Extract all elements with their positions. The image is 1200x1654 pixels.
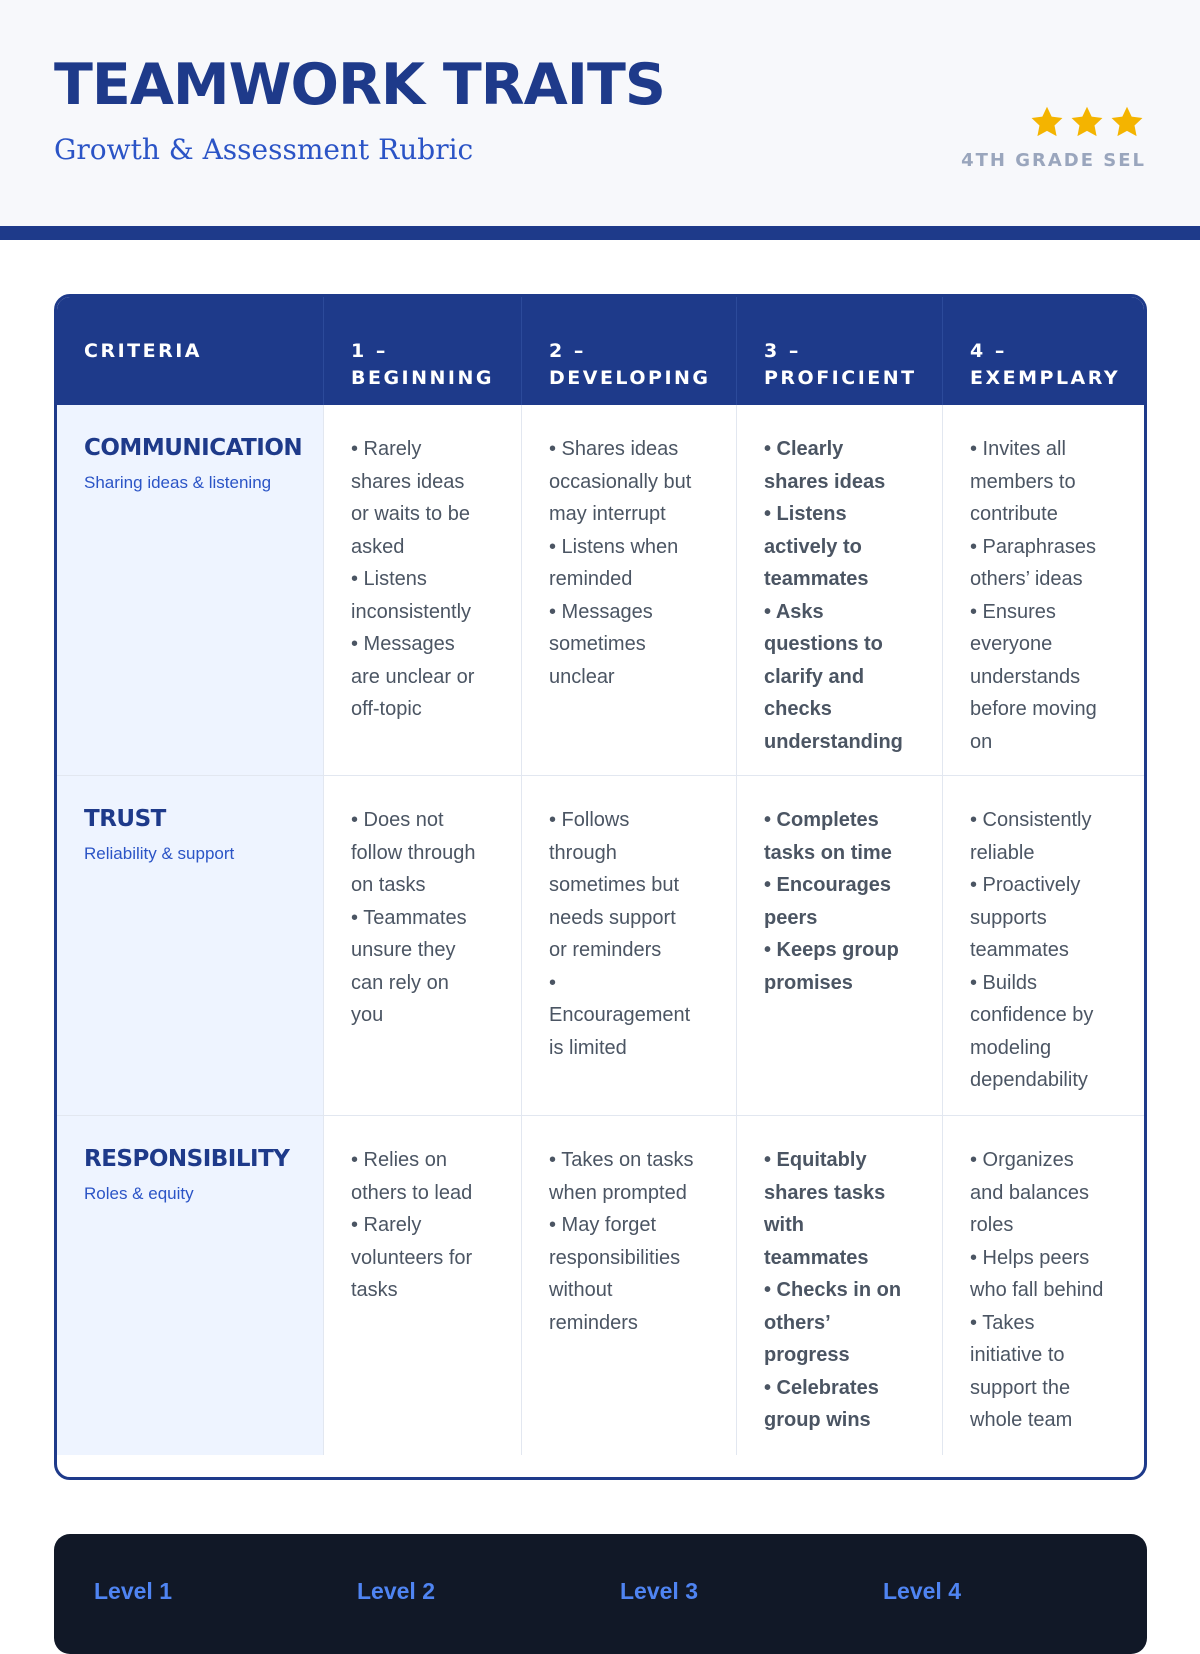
star-icon [1108,104,1146,140]
descriptor-line: clarify and [764,665,865,688]
descriptor-line: • Listens [351,568,427,590]
table-body [57,405,1144,1455]
level-1-label: Level 1 [94,1578,172,1604]
descriptor-line: unsure they [351,939,456,961]
grade-label: 4TH GRADE SEL [961,150,1146,171]
level-3-descriptor [736,405,942,775]
descriptor-line: promises [764,971,853,994]
level-2-label: Level 2 [357,1578,435,1604]
descriptor-line: may interrupt [549,503,666,525]
descriptor-line: others’ [764,1311,831,1334]
criteria-cell [57,776,323,1115]
descriptor-line: or reminders [549,939,662,961]
descriptor-line: • Takes on tasks [549,1149,694,1171]
descriptor-line: or waits to be [351,503,470,525]
descriptor-line: sometimes [549,633,646,655]
descriptor-line: reliable [970,841,1035,864]
star-rating [1028,104,1146,140]
criteria-name: RESPONSIBILITY [84,1146,290,1172]
descriptor-line: • May forget [549,1214,657,1236]
descriptor-line: actively to [764,535,862,558]
descriptor-line: teammates [764,1246,869,1269]
descriptor-line: who fall behind [970,1279,1104,1301]
descriptor-line: supports [970,906,1047,929]
descriptor-line: responsibilities [549,1246,681,1269]
header [0,0,1200,226]
descriptor-line: support the [970,1376,1071,1399]
descriptor-line: you [351,1004,384,1026]
descriptor-line: understanding [764,730,903,753]
descriptor-line: • Keeps group [764,939,899,961]
descriptor-line: shares ideas [764,470,886,493]
header-developing [521,297,736,405]
level-4-descriptor [942,776,1144,1115]
table-row [57,1115,1144,1455]
descriptor-line: • Checks in on [764,1279,902,1301]
level-2-descriptor [521,776,736,1115]
descriptor-line: • Invites all [970,438,1066,460]
criteria-name: COMMUNICATION [84,435,303,461]
header-beginning [323,297,521,405]
level-3-label: Level 3 [620,1578,698,1604]
level-2-descriptor [521,1116,736,1455]
level-3-descriptor [736,1116,942,1455]
descriptor-line: when prompted [549,1181,687,1204]
descriptor-line: is limited [549,1036,627,1059]
descriptor-line: dependability [970,1069,1088,1091]
descriptor-line: • Rarely [351,1214,422,1236]
table-row [57,775,1144,1115]
criteria-description: Roles & equity [84,1184,194,1203]
criteria-description: Reliability & support [84,844,235,863]
descriptor-line: members to [970,470,1076,493]
descriptor-line: and balances [970,1181,1089,1204]
criteria-description: Sharing ideas & listening [84,473,272,492]
header-exemplary-label: 4 – EXEMPLARY [970,340,1121,389]
descriptor-line: • Teammates [351,906,467,929]
descriptor-line: occasionally but [549,470,692,493]
descriptor-line: • Follows [549,809,630,831]
criteria-cell [57,405,323,775]
descriptor-line: • Shares ideas [549,438,679,460]
descriptor-line: needs support [549,906,676,929]
descriptor-line: whole team [970,1409,1073,1431]
descriptor-line: on tasks [351,874,426,896]
descriptor-line: before moving [970,698,1097,720]
descriptor-line: peers [764,906,818,929]
table-header-row [57,297,1144,405]
descriptor-line: • Proactively [970,874,1081,896]
level-1-descriptor [323,405,521,775]
descriptor-line: reminded [549,568,633,590]
criteria-cell [57,1116,323,1455]
page-subtitle: Growth & Assessment Rubric [54,133,474,166]
star-icon [1068,104,1106,140]
descriptor-line: tasks [351,1279,398,1301]
header-exemplary [942,297,1144,405]
descriptor-line: understands [970,665,1081,688]
criteria-name: TRUST [84,806,166,832]
descriptor-line: • Organizes [970,1149,1074,1171]
descriptor-line: questions to [764,633,883,655]
star-icon [1028,104,1066,140]
header-beginning-label: 1 – BEGINNING [351,340,494,389]
descriptor-line: teammates [970,939,1069,961]
descriptor-line: • Clearly [764,438,844,460]
table-row [57,405,1144,775]
descriptor-line: sometimes but [549,874,680,896]
descriptor-line: • Messages [549,600,653,623]
descriptor-line: tasks on time [764,841,892,864]
descriptor-line: • Equitably [764,1149,867,1171]
header-proficient [736,297,942,405]
descriptor-line: • Asks [764,600,824,623]
descriptor-line: • [549,971,557,994]
level-4-label: Level 4 [883,1578,961,1604]
descriptor-line: shares ideas [351,470,465,493]
header-divider [0,226,1200,240]
descriptor-line: • Ensures [970,600,1056,623]
header-criteria: CRITERIA [84,339,202,362]
descriptor-line: follow through [351,841,476,864]
descriptor-line: confidence by [970,1004,1094,1026]
descriptor-line: are unclear or [351,665,475,688]
descriptor-line: • Consistently [970,809,1092,831]
descriptor-line: initiative to [970,1344,1065,1366]
level-legend [54,1534,1147,1654]
descriptor-line: • Celebrates [764,1376,879,1399]
descriptor-line: progress [764,1344,850,1366]
descriptor-line: contribute [970,503,1058,525]
page-title: TEAMWORK TRAITS [54,52,665,118]
descriptor-line: volunteers for [351,1246,473,1269]
level-1-descriptor [323,776,521,1115]
descriptor-line: • Messages [351,633,455,655]
descriptor-line: group wins [764,1409,871,1431]
descriptor-line: • Paraphrases [970,535,1096,558]
header-developing-label: 2 – DEVELOPING [549,340,711,389]
descriptor-line: • Listens when [549,535,679,558]
descriptor-line: • Rarely [351,438,422,460]
descriptor-line: others’ ideas [970,568,1083,590]
descriptor-line: everyone [970,633,1053,655]
header-proficient-label: 3 – PROFICIENT [764,340,917,389]
descriptor-line: off-topic [351,698,422,720]
descriptor-line: • Encourages [764,874,892,896]
descriptor-line: asked [351,535,405,558]
descriptor-line: • Completes [764,809,879,831]
rubric-table [54,294,1147,1480]
descriptor-line: checks [764,698,832,720]
descriptor-line: on [970,730,993,753]
level-4-descriptor [942,405,1144,775]
descriptor-line: • Takes [970,1311,1035,1334]
descriptor-line: roles [970,1214,1014,1236]
descriptor-line: teammates [764,568,869,590]
descriptor-line: can rely on [351,971,449,994]
descriptor-line: • Listens [764,503,847,525]
descriptor-line: • Builds [970,971,1038,994]
descriptor-line: • Does not [351,809,444,831]
level-2-descriptor [521,405,736,775]
descriptor-line: unclear [549,665,615,688]
descriptor-line: through [549,841,617,864]
level-1-descriptor [323,1116,521,1455]
descriptor-line: • Relies on [351,1149,447,1171]
descriptor-line: without [549,1279,613,1301]
descriptor-line: others to lead [351,1181,473,1204]
descriptor-line: Encouragement [549,1004,691,1026]
descriptor-line: inconsistently [351,600,472,623]
descriptor-line: • Helps peers [970,1246,1090,1269]
descriptor-line: modeling [970,1036,1052,1059]
descriptor-line: reminders [549,1311,638,1334]
level-4-descriptor [942,1116,1144,1455]
level-3-descriptor [736,776,942,1115]
descriptor-line: shares tasks [764,1181,886,1204]
descriptor-line: with [764,1214,804,1236]
